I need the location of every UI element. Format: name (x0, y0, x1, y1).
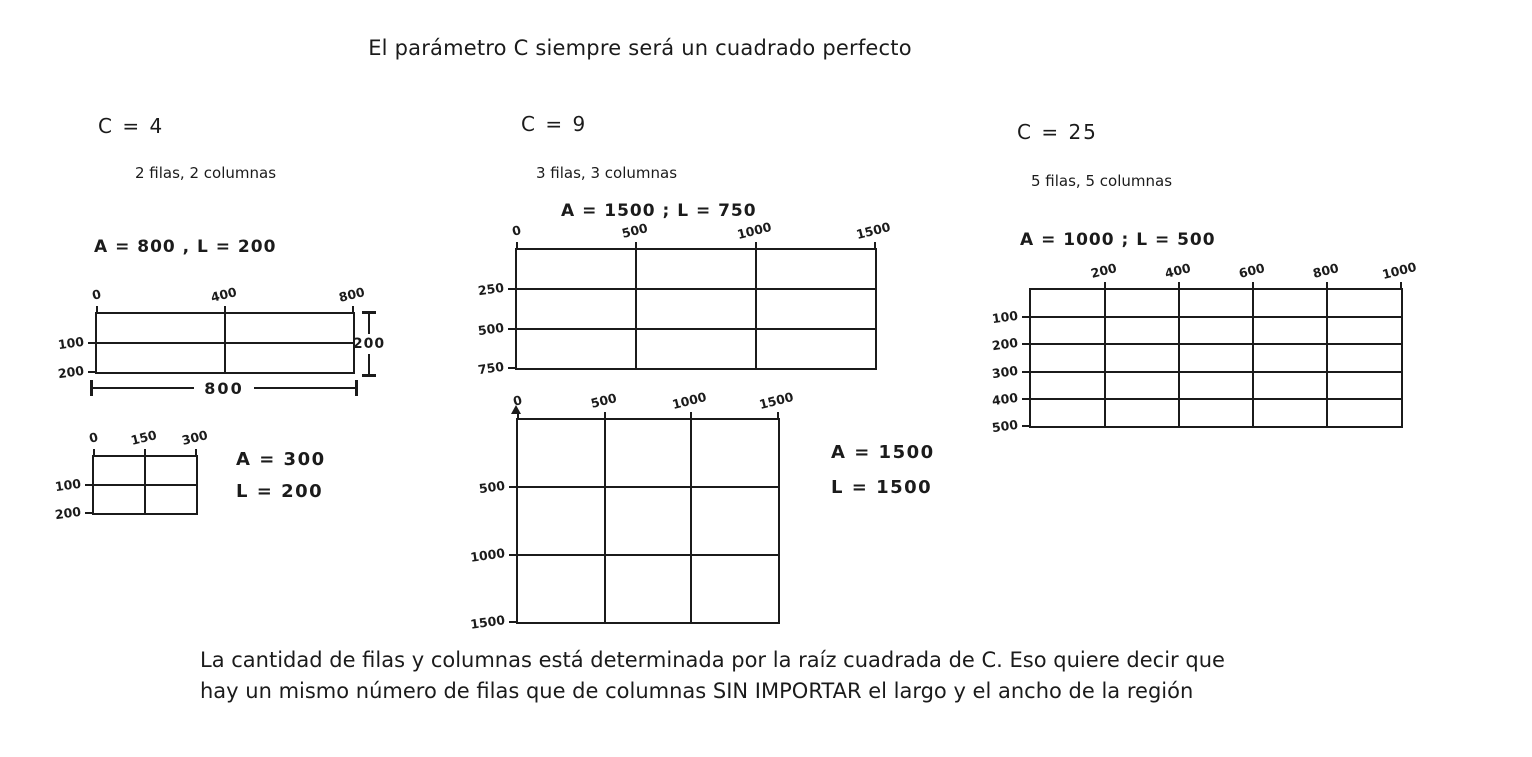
c9-area-length-label: A = 1500 ; L = 750 (561, 201, 757, 221)
grid-line-horizontal (1031, 316, 1401, 318)
grid-line-horizontal (518, 486, 778, 488)
c9-grid-wide (476, 219, 892, 378)
top-tick-label: 1000 (670, 389, 709, 412)
c4-grid-small (53, 427, 210, 523)
c4-area-length-label: A = 800 , L = 200 (94, 237, 277, 257)
left-tick-mark (1022, 371, 1031, 373)
top-tick-mark (93, 449, 95, 457)
top-tick-label: 500 (620, 220, 650, 241)
left-tick-label: 500 (990, 416, 1019, 436)
left-tick-label: 500 (476, 319, 505, 338)
left-tick-label: 200 (56, 362, 85, 382)
grid-line-vertical (604, 420, 606, 622)
top-tick-label: 0 (90, 286, 103, 303)
top-tick-label: 400 (209, 284, 239, 305)
top-tick-mark (352, 306, 354, 314)
top-tick-mark (195, 449, 197, 457)
grid-line-vertical (1252, 290, 1254, 426)
c4-small-area-label: A = 300 (236, 449, 326, 470)
dimension-line (254, 387, 355, 390)
top-tick-label: 0 (87, 429, 100, 446)
top-tick-label: 200 (1089, 260, 1119, 281)
left-tick-label: 250 (476, 280, 505, 299)
top-tick-mark (224, 306, 226, 314)
left-tick-label: 750 (476, 358, 505, 378)
top-tick-mark (874, 242, 876, 250)
left-tick-mark (1022, 398, 1031, 400)
grid-line-vertical (1178, 290, 1180, 426)
c9-heading: C = 9 (521, 112, 588, 136)
grid-line-vertical (1326, 290, 1328, 426)
top-tick-mark (690, 412, 692, 420)
top-tick-mark (96, 306, 98, 314)
top-tick-label: 150 (129, 427, 159, 448)
c4-heading: C = 4 (98, 114, 165, 138)
left-tick-mark (509, 486, 518, 488)
width-dimension-label: 800 (204, 378, 244, 398)
top-tick-label: 600 (1237, 260, 1267, 281)
dimension-end-cap (362, 374, 376, 377)
left-tick-label: 100 (990, 307, 1019, 327)
c4-small-length-label: L = 200 (236, 481, 324, 502)
c4-width-dimension (90, 379, 358, 397)
left-tick-label: 100 (53, 475, 82, 495)
c25-area-length-label: A = 1000 ; L = 500 (1020, 230, 1216, 250)
left-tick-label: 200 (990, 335, 1019, 354)
top-tick-mark (1104, 282, 1106, 290)
left-tick-mark (1022, 316, 1031, 318)
grid-line-horizontal (518, 554, 778, 556)
top-tick-mark (516, 242, 518, 250)
grid-line-vertical (1104, 290, 1106, 426)
top-tick-label: 500 (588, 390, 618, 411)
top-tick-label: 800 (1311, 260, 1341, 281)
grid-line-horizontal (97, 342, 353, 344)
grid-line-horizontal (517, 288, 875, 290)
top-tick-mark (1178, 282, 1180, 290)
left-tick-label: 1000 (469, 544, 506, 565)
c9-grid-square (469, 389, 795, 632)
top-tick-label: 0 (510, 222, 523, 239)
dimension-line (93, 387, 194, 390)
top-tick-mark (755, 242, 757, 250)
c9-square-length-label: L = 1500 (831, 477, 933, 498)
left-tick-mark (85, 512, 94, 514)
left-tick-label: 300 (990, 362, 1019, 381)
left-tick-mark (508, 288, 517, 290)
left-tick-mark (1022, 343, 1031, 345)
left-tick-mark (509, 621, 518, 623)
top-tick-label: 1000 (735, 219, 773, 242)
left-tick-mark (88, 371, 97, 373)
top-tick-label: 800 (337, 284, 367, 305)
c9-square-area-label: A = 1500 (831, 442, 935, 463)
left-tick-label: 400 (990, 389, 1019, 409)
c25-grid (990, 259, 1418, 436)
grid-line-horizontal (1031, 343, 1401, 345)
c25-rows-cols-label: 5 filas, 5 columnas (1031, 172, 1173, 190)
left-tick-label: 100 (56, 333, 85, 353)
c4-height-dimension (352, 311, 386, 377)
footer-line-2: hay un mismo número de filas que de columnas SIN IMPORTAR el largo y el ancho de la región (200, 679, 1194, 703)
grid-line-horizontal (1031, 371, 1401, 373)
footer-explanation (200, 645, 1225, 707)
left-tick-mark (508, 328, 517, 330)
left-tick-label: 500 (477, 478, 506, 497)
top-tick-label: 0 (511, 392, 524, 409)
top-tick-mark (604, 412, 606, 420)
c4-rows-cols-label: 2 filas, 2 columnas (135, 164, 277, 182)
footer-line-1: La cantidad de filas y columnas está determinada por la raíz cuadrada de C. Eso quiere decir que (200, 648, 1225, 672)
height-dimension-label: 200 (352, 336, 386, 352)
left-tick-mark (1022, 425, 1031, 427)
top-tick-mark (777, 412, 779, 420)
top-tick-mark (144, 449, 146, 457)
grid-line-horizontal (517, 328, 875, 330)
c4-grid-main (56, 284, 367, 382)
left-tick-mark (88, 342, 97, 344)
left-tick-mark (85, 484, 94, 486)
top-tick-mark (1326, 282, 1328, 290)
c9-rows-cols-label: 3 filas, 3 columnas (536, 164, 678, 182)
top-tick-mark (1252, 282, 1254, 290)
top-tick-mark (1400, 282, 1402, 290)
top-tick-label: 1500 (757, 389, 795, 412)
top-tick-mark (517, 412, 519, 420)
grid-line-vertical (690, 420, 692, 622)
top-tick-label: 400 (1163, 260, 1193, 281)
top-tick-mark (635, 242, 637, 250)
grid-line-vertical (755, 250, 757, 368)
c25-heading: C = 25 (1017, 120, 1098, 144)
dimension-line (368, 354, 371, 374)
grid-line-horizontal (94, 484, 196, 486)
left-tick-mark (509, 554, 518, 556)
page-title: El parámetro C siempre será un cuadrado perfecto (368, 36, 912, 60)
dimension-end-cap (355, 380, 358, 396)
top-tick-label: 1500 (854, 219, 892, 242)
grid-line-horizontal (1031, 398, 1401, 400)
left-tick-label: 200 (53, 503, 82, 523)
top-tick-label: 300 (180, 427, 210, 448)
grid-line-vertical (635, 250, 637, 368)
left-tick-mark (508, 367, 517, 369)
dimension-line (368, 314, 371, 334)
top-tick-label: 1000 (1380, 259, 1418, 282)
left-tick-label: 1500 (469, 612, 506, 632)
